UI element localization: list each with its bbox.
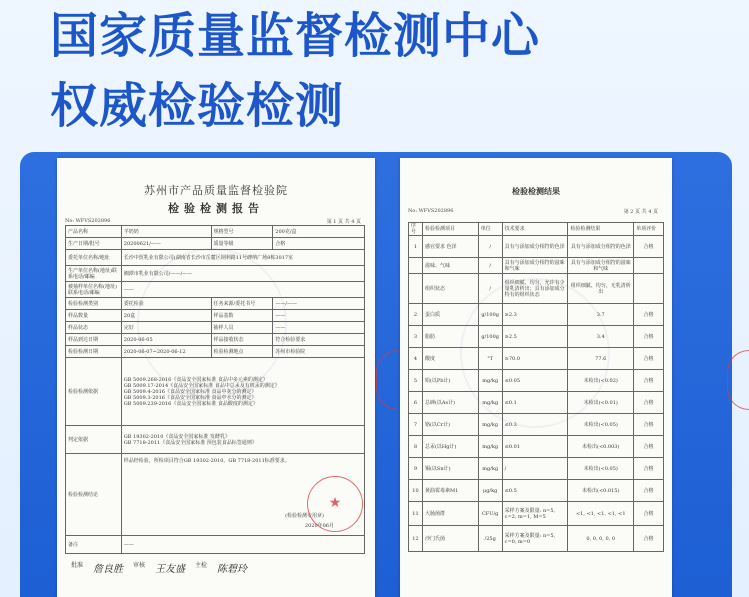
remark-value: —— — [121, 536, 364, 554]
info-value: 合格 — [273, 238, 365, 250]
judge-line: GB 7718-2011《食品安全国家标准 预包装食品标签通则》 — [123, 439, 257, 446]
info-value: 委托检验 — [121, 298, 211, 310]
institute-name: 苏州市产品质量监督检验院 — [144, 184, 288, 197]
issue-date: 2020年06月 — [304, 523, 334, 529]
results-title: 检验检测结果 — [512, 186, 560, 196]
row-index — [409, 258, 423, 274]
page-number: 第 1 页 共 4 页 — [326, 219, 361, 225]
info-value: 苏州市检验院 — [273, 346, 365, 358]
evaluation: 合格 — [634, 370, 664, 392]
row-index: 8 — [409, 436, 423, 458]
evaluation: 合格 — [634, 502, 664, 526]
requirement: 具有与添加成分相符的滋味和气味 — [502, 258, 568, 274]
requirement: ≥2.3 — [502, 304, 568, 326]
info-row — [66, 298, 365, 310]
item-name: 组织状态 — [422, 274, 478, 304]
requirement: ≥2.5 — [502, 326, 568, 348]
info-value: ——/—— — [273, 298, 365, 310]
info-row — [66, 250, 365, 266]
result-row — [409, 348, 664, 370]
requirement: 采样方案及限量: n=5, c=2, m=1, M=5 — [502, 502, 568, 526]
header-cell: 序号 — [409, 223, 423, 236]
result-row — [409, 414, 664, 436]
main-label: 主检 — [195, 562, 208, 569]
result: 未检出(<0.003) — [568, 436, 634, 458]
result: 未检出(<0.015) — [568, 480, 634, 502]
result-row — [409, 392, 664, 414]
unit: °T — [478, 348, 502, 370]
result: 具有与添加成分相符的色泽 — [568, 236, 634, 258]
info-label: 生产单位名称(地址)联系电话/邮编 — [66, 266, 122, 282]
result: <1, <1, <1, <1, <1 — [568, 502, 634, 526]
requirement: ≥70.0 — [502, 348, 568, 370]
item-name: 脂肪 — [422, 326, 478, 348]
conclusion-text: 样品经检验，所检项目符合GB 19302-2010、GB 7718-2011标准要求。 — [123, 458, 290, 464]
info-label: 样品数量 — [66, 310, 122, 322]
review-label: 审核 — [133, 562, 146, 569]
info-label: 检验检测地点 — [211, 346, 273, 358]
result: 3.4 — [568, 326, 634, 348]
unit: mg/kg — [478, 370, 502, 392]
result-row — [409, 370, 664, 392]
unit: CFU/g — [478, 502, 502, 526]
evaluation: 合格 — [634, 326, 664, 348]
unit: mg/kg — [478, 414, 502, 436]
remark-row — [66, 536, 365, 554]
row-index: 12 — [409, 526, 423, 552]
info-label: 任务来源/委托书号 — [211, 298, 273, 310]
basis-list — [121, 358, 364, 426]
results-header-row — [409, 223, 664, 236]
basis-line: GB 5009.268-2016《食品安全国家标准 食品中多元素的测定》 — [123, 376, 268, 383]
requirement: ≤0.3 — [502, 414, 568, 436]
unit: μg/kg — [478, 480, 502, 502]
unit: mg/kg — [478, 436, 502, 458]
info-value: 2020-06-05 — [121, 334, 211, 346]
result-row — [409, 502, 664, 526]
info-row — [66, 310, 365, 322]
unit: / — [478, 274, 502, 304]
result: 未检出(<0.05) — [568, 414, 634, 436]
result: 77.6 — [568, 348, 634, 370]
results-table — [408, 222, 664, 552]
headline-line1: 国家质量监督检测中心 — [50, 8, 541, 64]
seam-seal-right — [727, 350, 749, 410]
requirement: / — [502, 458, 568, 480]
result-row — [409, 258, 664, 274]
conclusion-label: 检验检测结论 — [66, 454, 122, 536]
seal-star-icon: ★ — [328, 495, 342, 511]
result: 3.7 — [568, 304, 634, 326]
result: 未检出(<0.02) — [568, 370, 634, 392]
judge-label: 判定依据 — [66, 426, 122, 454]
inspection-report-cover — [57, 158, 375, 597]
info-label: 检验检测日期 — [66, 346, 122, 358]
info-row — [66, 238, 365, 250]
basis-line: GB 5009.17-2014《食品安全国家标准 食品中总汞及有机汞的测定》 — [123, 382, 280, 389]
row-index — [409, 274, 423, 304]
info-value: 符合检验要求 — [273, 334, 365, 346]
doc-number: No: WFVS202896 — [65, 218, 111, 224]
item-name: 感官要求 色泽 — [422, 236, 478, 258]
signature-row — [71, 560, 367, 575]
header-cell: 检验检测结果 — [568, 223, 634, 236]
requirement: ≤0.5 — [502, 480, 568, 502]
result: 组织细腻、均匀，无乳清析出 — [568, 274, 634, 304]
result: 未检出(<0.01) — [568, 392, 634, 414]
requirement: ≤0.1 — [502, 392, 568, 414]
unit: g/100g — [478, 304, 502, 326]
unit: g/100g — [478, 326, 502, 348]
info-label: 产品名称 — [66, 226, 122, 238]
info-value: —— — [273, 310, 365, 322]
row-index: 10 — [409, 480, 423, 502]
header-cell: 检验检测项目 — [422, 223, 478, 236]
row-index: 2 — [409, 304, 423, 326]
judge-list — [121, 426, 364, 454]
row-index: 7 — [409, 414, 423, 436]
basis-line: GB 5009.4-2016《食品安全国家标准 食品中灰分的测定》 — [123, 388, 257, 395]
info-value: 羊奶奶 — [121, 226, 211, 238]
result-row — [409, 326, 664, 348]
result-row — [409, 274, 664, 304]
item-name: 沙门氏菌 — [422, 526, 478, 552]
evaluation: 合格 — [634, 236, 664, 258]
result: 具有与添加成分相符的滋味和气味 — [568, 258, 634, 274]
seal-note: (检验检测专用章) — [285, 513, 324, 519]
unit: /25g — [478, 526, 502, 552]
requirement: 具有与添加成分相符的色泽 — [502, 236, 568, 258]
inspection-results-page — [400, 158, 672, 597]
info-row — [66, 282, 365, 298]
page-number: 第 2 页 共 4 页 — [623, 209, 658, 215]
review-signature: 王友盛 — [155, 564, 186, 575]
headline — [50, 6, 540, 136]
approve-label: 批准 — [71, 562, 84, 569]
info-row — [66, 334, 365, 346]
info-value: 200克/盒 — [273, 226, 365, 238]
info-label: 样品接收状态 — [211, 334, 273, 346]
item-name: 总汞(以Hg计) — [422, 436, 478, 458]
header-cell: 单项评价 — [634, 223, 664, 236]
info-label: 被抽样单位名称(地址)联系电话/邮编 — [66, 282, 122, 298]
evaluation — [634, 258, 664, 274]
evaluation: 合格 — [634, 526, 664, 552]
item-name: 大肠菌群 — [422, 502, 478, 526]
unit: mg/kg — [478, 392, 502, 414]
item-name: 黄曲霉毒素M1 — [422, 480, 478, 502]
header-cell: 技术要求 — [502, 223, 568, 236]
approve-signature: 詹良胜 — [93, 564, 124, 575]
result: 未检出(<0.05) — [568, 458, 634, 480]
item-name: 蛋白质 — [422, 304, 478, 326]
seam-seal-left — [376, 350, 398, 410]
basis-row — [66, 358, 365, 426]
basis-line: GB 5009.3-2016《食品安全国家标准 食品中水分的测定》 — [123, 394, 257, 401]
result-row — [409, 480, 664, 502]
headline-line2: 权威检验检测 — [50, 78, 345, 134]
info-label: 抽样人员 — [211, 322, 273, 334]
evaluation: 合格 — [634, 480, 664, 502]
evaluation: 合格 — [634, 414, 664, 436]
info-value: 长沙中贸乳业有限公司(湖南省长沙市岳麓区钢利路11号碑纳广场8栋3017室 — [121, 250, 364, 266]
row-index: 4 — [409, 348, 423, 370]
unit: / — [478, 258, 502, 274]
row-index: 3 — [409, 326, 423, 348]
evaluation: 合格 — [634, 304, 664, 326]
info-label: 生产日期/批号 — [66, 238, 122, 250]
item-name: 酸度 — [422, 348, 478, 370]
info-value: —— — [121, 282, 364, 298]
info-label: 规格型号 — [211, 226, 273, 238]
info-label: 样品到达日期 — [66, 334, 122, 346]
evaluation: 合格 — [634, 436, 664, 458]
unit: / — [478, 236, 502, 258]
info-value: 2020-06-07~2020-06-12 — [121, 346, 211, 358]
info-value: —— — [273, 322, 365, 334]
info-row — [66, 266, 365, 282]
info-row — [66, 346, 365, 358]
unit: mg/kg — [478, 458, 502, 480]
info-label: 样品基数 — [211, 310, 273, 322]
requirement: 组织细腻、均匀，允许有少量乳清析出；具有添加成分特有的组织状态 — [502, 274, 568, 304]
info-label: 样品状态 — [66, 322, 122, 334]
basis-label: 检验检测依据 — [66, 358, 122, 426]
judge-row — [66, 426, 365, 454]
row-index: 1 — [409, 236, 423, 258]
info-value: 20盒 — [121, 310, 211, 322]
result-row — [409, 304, 664, 326]
row-index: 5 — [409, 370, 423, 392]
row-index: 11 — [409, 502, 423, 526]
info-label: 检验检测类别 — [66, 298, 122, 310]
evaluation: 合格 — [634, 392, 664, 414]
info-value: 湘潭市乳业有限公司/——/—— — [121, 266, 364, 282]
result-row — [409, 526, 664, 552]
evaluation: 合格 — [634, 458, 664, 480]
result-row — [409, 436, 664, 458]
main-signature: 陈碧玲 — [217, 564, 248, 575]
evaluation: 合格 — [634, 348, 664, 370]
basis-line: GB 5009.239-2016《食品安全国家标准 食品酸度的测定》 — [123, 400, 258, 407]
evaluation — [634, 274, 664, 304]
requirement: ≤0.05 — [502, 370, 568, 392]
row-index: 6 — [409, 392, 423, 414]
item-name: 锡(以Sn计) — [422, 458, 478, 480]
judge-line: GB 19302-2010《食品安全国家标准 发酵乳》 — [123, 433, 230, 440]
requirement: ≤0.01 — [502, 436, 568, 458]
result-row — [409, 458, 664, 480]
item-name: 总砷(以As计) — [422, 392, 478, 414]
info-label: 质量等级 — [211, 238, 273, 250]
doc-number: No: WFVS202896 — [408, 208, 454, 214]
info-row — [66, 226, 365, 238]
header-cell: 单位 — [478, 223, 502, 236]
remark-label: 备注 — [66, 536, 122, 554]
report-title: 检验检测报告 — [168, 202, 264, 215]
info-value: 20200621/—— — [121, 238, 211, 250]
requirement: 采样方案及限量: n=5, c=0, m=0 — [502, 526, 568, 552]
info-label: 委托单位名称/地址 — [66, 250, 122, 266]
result-row — [409, 236, 664, 258]
result: 0, 0, 0, 0, 0 — [568, 526, 634, 552]
info-row — [66, 322, 365, 334]
item-name: 铅(以Pb计) — [422, 370, 478, 392]
row-index: 9 — [409, 458, 423, 480]
item-name: 滋味、气味 — [422, 258, 478, 274]
info-value: 完好 — [121, 322, 211, 334]
item-name: 铬(以Cr计) — [422, 414, 478, 436]
